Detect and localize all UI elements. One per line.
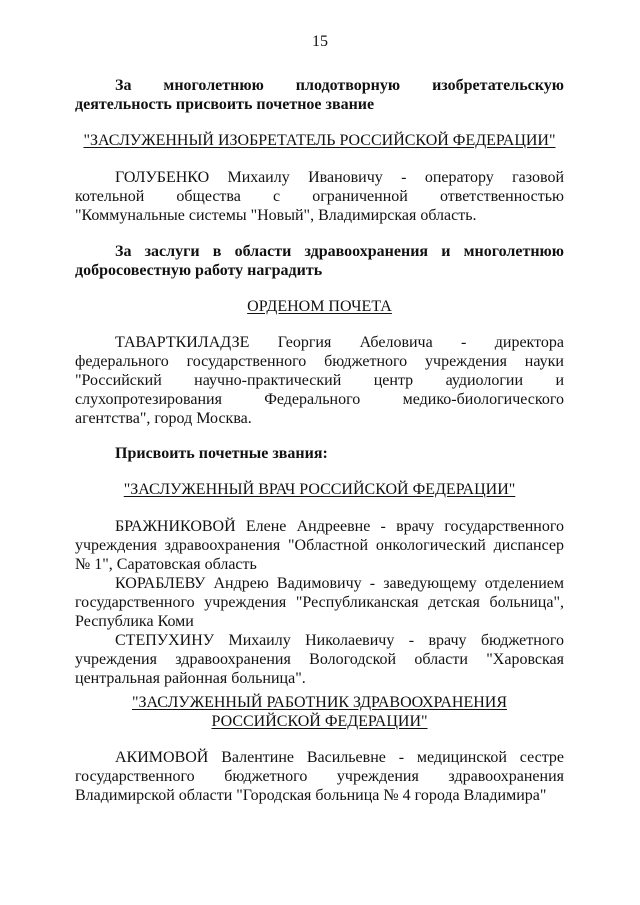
entry-line: № 1", Саратовская область [75, 556, 257, 573]
section-order-title [75, 297, 564, 316]
award-title: ОРДЕНОМ ПОЧЕТА [247, 298, 392, 315]
entry-line: АКИМОВОЙ Валентине Васильевне - медицинской сестре [115, 749, 564, 766]
entry-line: ГОЛУБЕНКО Михаилу Ивановичу - оператору газовой [115, 169, 564, 186]
section-inventor-title [75, 131, 564, 150]
award-title: "ЗАСЛУЖЕННЫЙ ИЗОБРЕТАТЕЛЬ РОССИЙСКОЙ ФЕДЕРАЦИИ" [83, 132, 556, 149]
entry-line: БРАЖНИКОВОЙ Елене Андреевне - врачу государственного [115, 518, 564, 535]
entry-line: "Российский научно-практический центр аудиологии и [75, 372, 564, 389]
heading-line: деятельность присвоить почетное звание [75, 96, 375, 113]
entry-line: котельной общества с ограниченной ответственностью [75, 188, 564, 205]
section-inventor-entry [75, 168, 564, 225]
entry-line: государственного бюджетного учреждения здравоохранения [75, 768, 564, 785]
section-order-entry [75, 333, 564, 428]
entry-line: центральная районная больница". [75, 670, 306, 687]
entry-line: слухопротезирования Федерального медико-биологического [75, 391, 564, 408]
heading-line: За заслуги в области здравоохранения и многолетнюю [115, 243, 564, 260]
entry-line: учреждения здравоохранения Вологодской области "Харовская [75, 651, 564, 668]
section-health-worker-title [75, 693, 564, 731]
section-doctor-entries [75, 517, 564, 688]
heading-line: добросовестную работу наградить [75, 262, 323, 279]
entry-line: учреждения здравоохранения "Областной онкологический диспансер [75, 537, 564, 554]
entry-line: КОРАБЛЕВУ Андрею Вадимовичу - заведующему отделением [115, 575, 564, 592]
section-titles-heading: Присвоить почетные звания: [115, 445, 328, 462]
section-inventor-heading [75, 76, 564, 114]
entry-line: ТАВАРТКИЛАДЗЕ Георгия Абеловича - директора [115, 334, 564, 351]
page-number: 15 [312, 33, 328, 50]
section-doctor-title [75, 480, 564, 499]
section-order-heading [75, 242, 564, 280]
heading-line: За многолетнюю плодотворную изобретательскую [115, 77, 564, 94]
award-title-line: "ЗАСЛУЖЕННЫЙ РАБОТНИК ЗДРАВООХРАНЕНИЯ [131, 694, 508, 711]
entry-line: агентства", город Москва. [75, 410, 252, 427]
entry-line: Республика Коми [75, 613, 194, 630]
entry-line: Владимирской области "Городская больница № 4 города Владимира" [75, 787, 547, 804]
award-title: "ЗАСЛУЖЕННЫЙ ВРАЧ РОССИЙСКОЙ ФЕДЕРАЦИИ" [123, 481, 516, 498]
section-health-worker-entry [75, 748, 564, 805]
entry-line: федерального государственного бюджетного учреждения науки [75, 353, 564, 370]
entry-line: СТЕПУХИНУ Михаилу Николаевичу - врачу бюджетного [115, 632, 564, 649]
entry-line: "Коммунальные системы "Новый", Владимирская область. [75, 207, 477, 224]
award-title-line: РОССИЙСКОЙ ФЕДЕРАЦИИ" [211, 713, 428, 730]
entry-line: государственного учреждения "Республиканская детская больница", [75, 594, 564, 611]
